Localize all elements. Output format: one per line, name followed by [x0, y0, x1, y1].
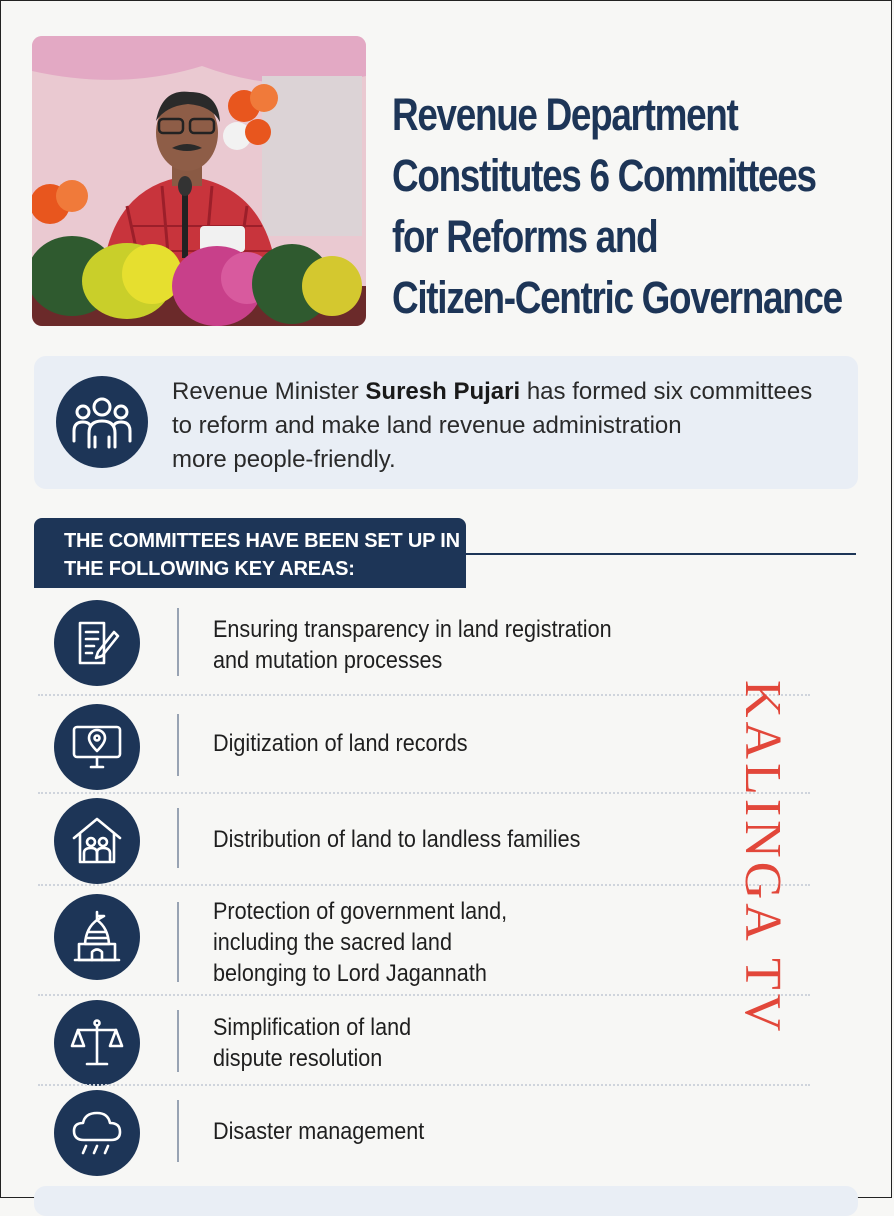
committee-text-line: and mutation processes	[213, 647, 443, 674]
intro-text-lead: Revenue Minister	[172, 378, 366, 405]
row-separator	[38, 1084, 810, 1086]
row-separator	[38, 994, 810, 996]
item-divider	[177, 808, 179, 868]
headline-line: Constitutes 6 Committees	[392, 150, 816, 201]
committee-text-line: Protection of government land,	[213, 898, 508, 925]
minister-photo	[32, 36, 366, 326]
rain-cloud-icon	[54, 1090, 140, 1176]
section-heading	[34, 518, 466, 588]
item-divider	[177, 714, 179, 776]
committee-text	[213, 896, 507, 989]
committee-text	[213, 614, 612, 676]
committee-item	[38, 600, 810, 690]
section-heading-line: THE FOLLOWING KEY AREAS:	[64, 558, 355, 580]
committee-item	[38, 798, 810, 884]
intro-text-line2: to reform and make land revenue administration	[172, 412, 682, 439]
committee-item	[38, 704, 810, 790]
row-separator	[38, 792, 810, 794]
intro-card	[34, 356, 858, 489]
section-heading-line: THE COMMITTEES HAVE BEEN SET UP IN	[64, 530, 460, 552]
row-separator	[38, 694, 810, 696]
committee-text-line: Ensuring transparency in land registration	[213, 616, 612, 643]
item-divider	[177, 1100, 179, 1162]
bottom-card	[34, 1186, 858, 1216]
house-family-icon	[54, 798, 140, 884]
committee-text-line: Disaster management	[213, 1118, 425, 1145]
committee-text	[213, 1012, 411, 1074]
minister-name: Suresh Pujari	[365, 378, 521, 405]
headline-line: Citizen-Centric Governance	[392, 272, 842, 323]
monitor-location-icon	[54, 704, 140, 790]
item-divider	[177, 902, 179, 982]
committee-item	[38, 1090, 810, 1176]
intro-text	[172, 375, 842, 477]
committee-text	[213, 824, 580, 855]
scales-icon	[54, 1000, 140, 1086]
watermark: KALINGA TV	[734, 680, 791, 1036]
committee-item	[38, 894, 810, 994]
document-pen-icon	[54, 600, 140, 686]
committee-text-line: Simplification of land	[213, 1014, 412, 1041]
committee-text-line: including the sacred land	[213, 929, 452, 956]
committee-text	[213, 728, 468, 759]
committee-item	[38, 1000, 810, 1086]
headline-line: for Reforms and	[392, 211, 658, 262]
item-divider	[177, 1010, 179, 1072]
intro-text-rest: has formed six committees	[520, 378, 813, 405]
committee-text-line: Digitization of land records	[213, 730, 468, 757]
row-separator	[38, 884, 810, 886]
temple-icon	[54, 894, 140, 980]
item-divider	[177, 608, 179, 676]
section-divider	[466, 553, 856, 555]
committee-text-line: dispute resolution	[213, 1045, 383, 1072]
people-group-icon	[56, 376, 148, 468]
committee-text-line: belonging to Lord Jagannath	[213, 960, 487, 987]
committee-text	[213, 1116, 424, 1147]
committee-text-line: Distribution of land to landless families	[213, 826, 581, 853]
headline	[392, 84, 842, 328]
headline-line: Revenue Department	[392, 89, 738, 140]
intro-text-line3: more people-friendly.	[172, 446, 396, 473]
